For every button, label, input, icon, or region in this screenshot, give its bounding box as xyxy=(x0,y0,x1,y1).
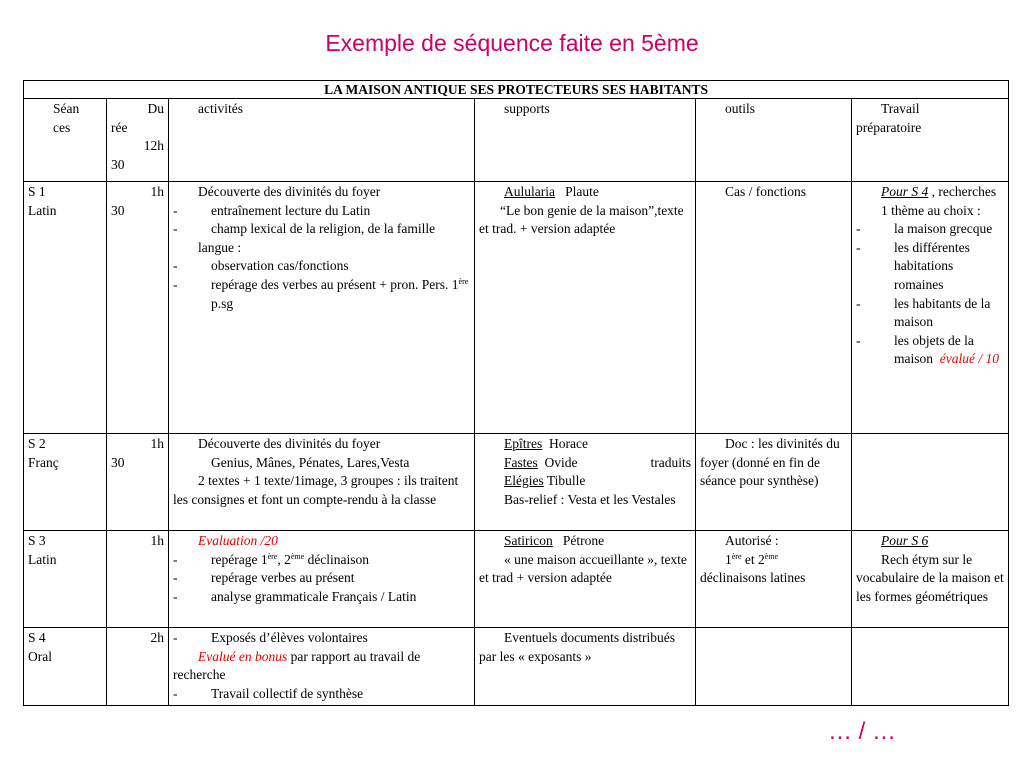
supports-cell: Eventuels documents distribués par les « exposants » xyxy=(475,628,696,706)
table-caption: LA MAISON ANTIQUE SES PROTECTEURS SES HABITANTS xyxy=(24,81,1009,99)
header-seances: Séan ces xyxy=(24,99,107,182)
travail-cell: Pour S 6 Rech étym sur le vocabulaire de la maison et les formes géométriques xyxy=(852,531,1009,628)
table-caption-row xyxy=(24,81,1009,99)
supports-cell: Epîtres Horace Fastes Ovide traduits Elégies Tibulle Bas-relief : Vesta et les Vestales xyxy=(475,434,696,531)
activites-cell: Découverte des divinités du foyer Genius, Mânes, Pénates, Lares,Vesta 2 textes + 1 texte/1image, 3 groupes : ils traitent les consignes et font un compte-rendu à la classe xyxy=(169,434,475,531)
header-travail: Travail préparatoire xyxy=(852,99,1009,182)
seance-cell: S 3 Latin xyxy=(24,531,107,628)
seance-cell: S 2 Franç xyxy=(24,434,107,531)
header-duree: Du rée 12h 30 xyxy=(107,99,169,182)
duree-cell: 1h xyxy=(107,531,169,628)
activites-cell: Evaluation /20 - repérage 1ère, 2ème déclinaison - repérage verbes au présent - analyse grammaticale Français / Latin xyxy=(169,531,475,628)
outils-cell xyxy=(696,628,852,706)
activites-cell: Découverte des divinités du foyer - entraînement lecture du Latin - champ lexical de la religion, de la famille langue : - observation cas/fonctions - repérage des verbes au présent + pron. Pers. 1ère p.sg xyxy=(169,182,475,434)
travail-cell xyxy=(852,434,1009,531)
header-activites: activités xyxy=(169,99,475,182)
page-title: Exemple de séquence faite en 5ème xyxy=(325,30,699,56)
header-outils: outils xyxy=(696,99,852,182)
table-row xyxy=(24,182,1009,434)
seance-cell: S 4 Oral xyxy=(24,628,107,706)
table-row xyxy=(24,628,1009,706)
sequence-table xyxy=(23,80,1009,706)
duree-cell: 1h 30 xyxy=(107,182,169,434)
header-supports: supports xyxy=(475,99,696,182)
seance-cell: S 1 Latin xyxy=(24,182,107,434)
travail-cell xyxy=(852,628,1009,706)
outils-cell: Doc : les divinités du foyer (donné en fin de séance pour synthèse) xyxy=(696,434,852,531)
activites-cell: - Exposés d’élèves volontaires Evalué en bonus par rapport au travail de recherche - Travail collectif de synthèse xyxy=(169,628,475,706)
supports-cell: Aulularia Plaute “Le bon genie de la maison”,texte et trad. + version adaptée xyxy=(475,182,696,434)
duree-cell: 1h 30 xyxy=(107,434,169,531)
page-continuation: … / … xyxy=(828,718,897,745)
table-row xyxy=(24,434,1009,531)
table-row xyxy=(24,531,1009,628)
travail-cell: Pour S 4 , recherches 1 thème au choix : - la maison grecque - les différentes habitations romaines - les habitants de la maison - les objets de la maison évalué / 10 xyxy=(852,182,1009,434)
outils-cell: Autorisé : 1ère et 2ème déclinaisons latines xyxy=(696,531,852,628)
supports-cell: Satiricon Pétrone « une maison accueillante », texte et trad + version adaptée xyxy=(475,531,696,628)
outils-cell: Cas / fonctions xyxy=(696,182,852,434)
table-header-row xyxy=(24,99,1009,182)
duree-cell: 2h xyxy=(107,628,169,706)
